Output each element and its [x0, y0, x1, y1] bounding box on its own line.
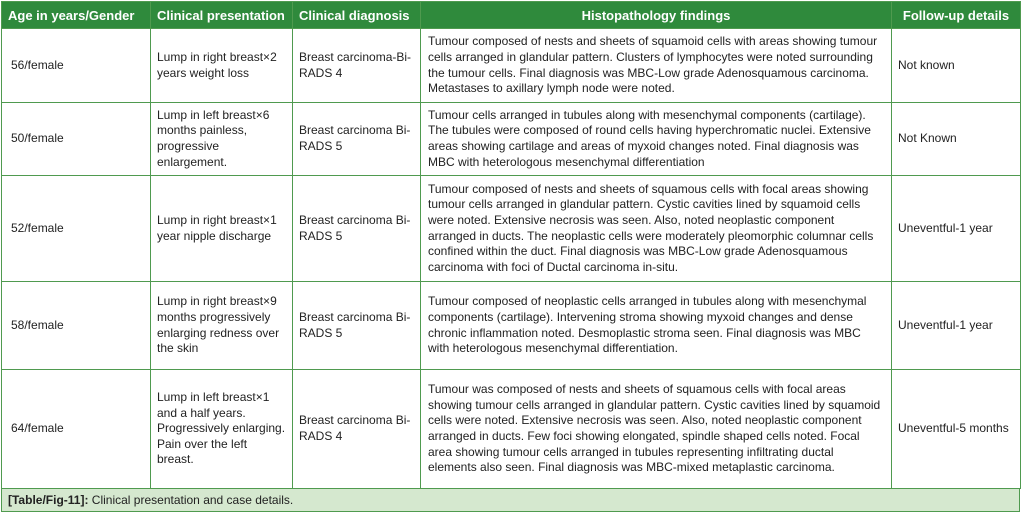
- cell-histopathology: Tumour cells arranged in tubules along with mesenchymal components (cartilage). The tubules were composed of round cells having hyperchromatic nuclei. Extensive areas showing cartilage and areas of myxoid changes noted. Final diagnosis was MBC with heterologous mesenchymal differentiation: [421, 103, 892, 176]
- header-histopathology: Histopathology findings: [421, 2, 892, 29]
- header-diagnosis: Clinical diagnosis: [293, 2, 421, 29]
- cell-presentation: Lump in right breast×1 year nipple discharge: [151, 176, 293, 282]
- cell-diagnosis: Breast carcinoma Bi-RADS 5: [293, 176, 421, 282]
- header-presentation: Clinical presentation: [151, 2, 293, 29]
- header-row: [2, 2, 1021, 29]
- cell-histopathology: Tumour composed of nests and sheets of squamoid cells with areas showing tumour cells arranged in glandular pattern. Clusters of lymphocytes were noted surrounding the tumour cells. Final diagnosis was MBC-Low grade Adenosquamous carcinoma. Metastases to axillary lymph node were noted.: [421, 29, 892, 103]
- table-row: [2, 370, 1021, 489]
- cell-diagnosis: Breast carcinoma Bi-RADS 5: [293, 103, 421, 176]
- cell-presentation: Lump in left breast×6 months painless, progressive enlargement.: [151, 103, 293, 176]
- header-followup: Follow-up details: [892, 2, 1021, 29]
- cell-presentation: Lump in right breast×2 years weight loss: [151, 29, 293, 103]
- cell-followup: Not Known: [892, 103, 1021, 176]
- caption-text: Clinical presentation and case details.: [91, 493, 294, 507]
- cell-age: 50/female: [2, 103, 151, 176]
- cell-age: 64/female: [2, 370, 151, 489]
- cell-followup: Uneventful-1 year: [892, 176, 1021, 282]
- table-figure: [1, 1, 1020, 519]
- cell-followup: Not known: [892, 29, 1021, 103]
- table-row: [2, 29, 1021, 103]
- cell-age: 52/female: [2, 176, 151, 282]
- cell-histopathology: Tumour composed of neoplastic cells arranged in tubules along with mesenchymal components (cartilage). Intervening stroma showing myxoid changes and dense chronic inflammation noted. Desmoplastic stroma seen. Final diagnosis was MBC with heterologous mesenchymal differentiation.: [421, 282, 892, 370]
- cell-presentation: Lump in left breast×1 and a half years. Progressively enlarging. Pain over the left breast.: [151, 370, 293, 489]
- cell-diagnosis: Breast carcinoma Bi-RADS 4: [293, 370, 421, 489]
- table-row: [2, 103, 1021, 176]
- table-row: [2, 282, 1021, 370]
- case-details-table: [1, 1, 1021, 489]
- cell-histopathology: Tumour composed of nests and sheets of squamous cells with focal areas showing tumour cells arranged in glandular pattern. Cystic cavities lined by squamoid cells were noted. Extensive necrosis was seen. Also, noted neoplastic component arranged in ducts. The neoplastic cells were moderately pleomorphic columnar cells confined within the duct. Final diagnosis was MBC-Low grade Adenosquamous carcinoma with foci of Ductal carcinoma in-situ.: [421, 176, 892, 282]
- header-age: Age in years/Gender: [2, 2, 151, 29]
- table-row: [2, 176, 1021, 282]
- cell-diagnosis: Breast carcinoma Bi-RADS 5: [293, 282, 421, 370]
- caption-label: [Table/Fig-11]:: [8, 493, 89, 507]
- cell-followup: Uneventful-1 year: [892, 282, 1021, 370]
- cell-presentation: Lump in right breast×9 months progressively enlarging redness over the skin: [151, 282, 293, 370]
- cell-age: 58/female: [2, 282, 151, 370]
- cell-followup: Uneventful-5 months: [892, 370, 1021, 489]
- table-caption: [1, 489, 1020, 512]
- cell-age: 56/female: [2, 29, 151, 103]
- cell-diagnosis: Breast carcinoma-Bi-RADS 4: [293, 29, 421, 103]
- cell-histopathology: Tumour was composed of nests and sheets of squamous cells with focal areas showing tumour cells arranged in glandular pattern. Cystic cavities lined by squamoid cells were noted. Extensive necrosis was seen. Also, noted neoplastic component arranged in ducts. Few foci showing elongated, spindle shaped cells noted. Focal area showing tumour cells arranged in tubules representing infiltrating ductal elements also seen. Final diagnosis was MBC-mixed metaplastic carcinoma.: [421, 370, 892, 489]
